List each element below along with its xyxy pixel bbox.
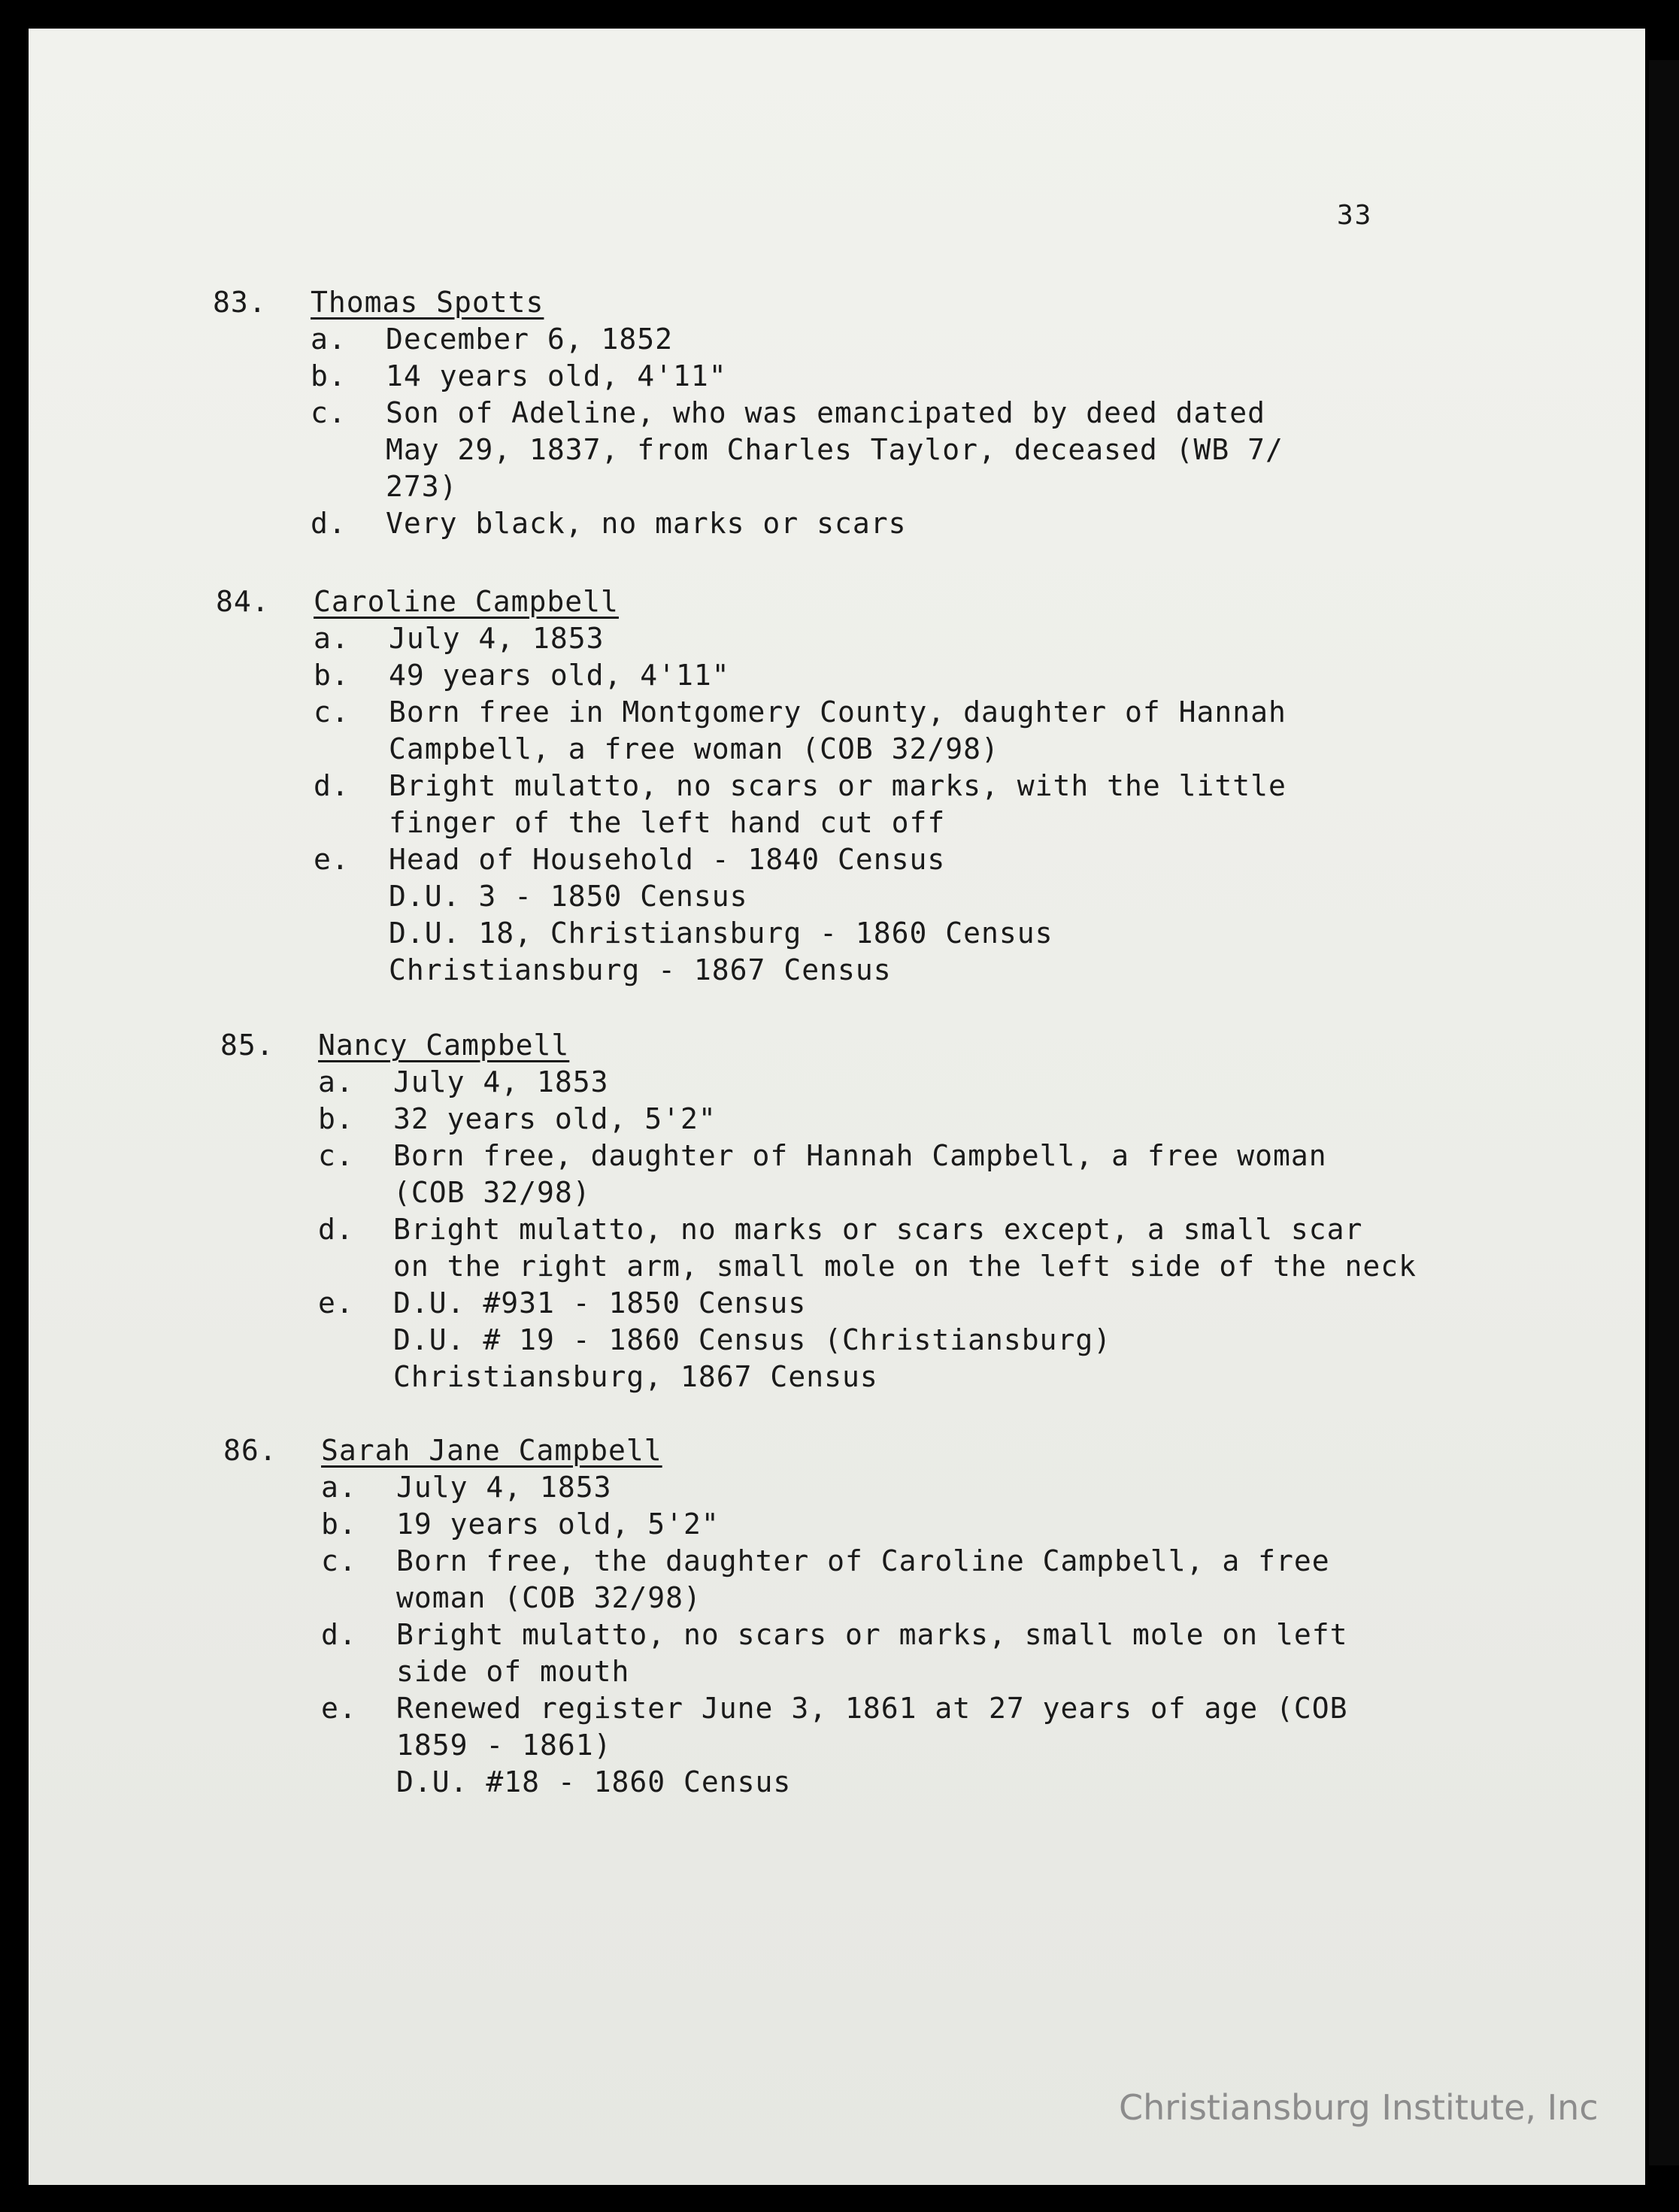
item-line: D.U. 3 - 1850 Census — [389, 880, 748, 913]
entry-item — [311, 321, 1476, 358]
item-line: May 29, 1837, from Charles Taylor, deceased (WB 7/ — [386, 433, 1283, 466]
entry-item — [321, 1617, 1487, 1690]
entry-item — [314, 620, 1479, 657]
entry-item — [318, 1101, 1484, 1138]
entry-item — [318, 1064, 1484, 1101]
item-letter: e. — [314, 843, 350, 876]
item-letter: c. — [314, 695, 350, 729]
entry-item — [318, 1211, 1484, 1285]
item-line: (COB 32/98) — [393, 1176, 591, 1209]
item-letter: c. — [321, 1544, 357, 1577]
item-line: Born free in Montgomery County, daughter of Hannah — [389, 695, 1287, 729]
item-letter: d. — [318, 1213, 354, 1246]
entry-item — [318, 1138, 1484, 1211]
item-letter: a. — [321, 1471, 357, 1504]
entry-items — [311, 321, 1476, 542]
item-letter: a. — [311, 323, 347, 356]
item-letter: d. — [314, 769, 350, 802]
item-line: July 4, 1853 — [396, 1471, 612, 1504]
entry-name: Nancy Campbell — [318, 1029, 570, 1062]
item-letter: a. — [318, 1065, 354, 1098]
item-letter: e. — [318, 1286, 354, 1320]
item-line: side of mouth — [396, 1655, 630, 1688]
entry-item — [314, 841, 1479, 989]
entry-item — [314, 768, 1479, 841]
entry-items — [318, 1064, 1484, 1395]
item-line: 14 years old, 4'11" — [386, 359, 727, 392]
entry-number: 83. — [213, 286, 267, 319]
item-letter: c. — [318, 1139, 354, 1172]
item-line: Very black, no marks or scars — [386, 507, 907, 540]
item-line: December 6, 1852 — [386, 323, 674, 356]
watermark: Christiansburg Institute, Inc — [1119, 2087, 1599, 2128]
item-line: woman (COB 32/98) — [396, 1581, 702, 1614]
item-line: Head of Household - 1840 Census — [389, 843, 946, 876]
item-line: 19 years old, 5'2" — [396, 1507, 720, 1541]
entry-item — [321, 1690, 1487, 1801]
item-line: July 4, 1853 — [389, 622, 605, 655]
item-letter: b. — [321, 1507, 357, 1541]
entry-item — [314, 657, 1479, 694]
item-line: D.U. #931 - 1850 Census — [393, 1286, 807, 1320]
entry-item — [314, 694, 1479, 768]
item-line: Son of Adeline, who was emancipated by deed dated — [386, 396, 1266, 429]
item-line: Born free, daughter of Hannah Campbell, a free woman — [393, 1139, 1327, 1172]
item-line: D.U. 18, Christiansburg - 1860 Census — [389, 917, 1053, 950]
item-letter: d. — [311, 507, 347, 540]
entry-number: 84. — [216, 585, 270, 618]
item-line: Christiansburg, 1867 Census — [393, 1360, 878, 1393]
entry-items — [321, 1469, 1487, 1801]
item-line: Bright mulatto, no marks or scars except, a small scar — [393, 1213, 1363, 1246]
item-line: 1859 - 1861) — [396, 1729, 612, 1762]
entry-item — [321, 1543, 1487, 1617]
entry-item — [311, 358, 1476, 395]
item-letter: e. — [321, 1692, 357, 1725]
item-line: on the right arm, small mole on the left side of the neck — [393, 1250, 1417, 1283]
item-line: Campbell, a free woman (COB 32/98) — [389, 732, 999, 765]
item-letter: c. — [311, 396, 347, 429]
page-edge-shadow — [1649, 60, 1679, 2165]
entry-name: Sarah Jane Campbell — [321, 1434, 662, 1467]
item-letter: d. — [321, 1618, 357, 1651]
entry-item — [311, 505, 1476, 542]
item-line: Christiansburg - 1867 Census — [389, 953, 892, 986]
entry-number: 85. — [220, 1029, 274, 1062]
item-line: Bright mulatto, no scars or marks, small mole on left — [396, 1618, 1348, 1651]
entry-item — [318, 1285, 1484, 1395]
item-line: Bright mulatto, no scars or marks, with the little — [389, 769, 1287, 802]
item-line: finger of the left hand cut off — [389, 806, 946, 839]
item-line: 49 years old, 4'11" — [389, 659, 730, 692]
item-line: 273) — [386, 470, 458, 503]
item-line: Born free, the daughter of Caroline Campbell, a free — [396, 1544, 1330, 1577]
item-letter: b. — [318, 1102, 354, 1135]
item-line: July 4, 1853 — [393, 1065, 609, 1098]
item-line: D.U. #18 - 1860 Census — [396, 1765, 792, 1798]
item-line: 32 years old, 5'2" — [393, 1102, 717, 1135]
entry-name: Caroline Campbell — [314, 585, 619, 618]
item-line: D.U. # 19 - 1860 Census (Christiansburg) — [393, 1323, 1112, 1356]
entry-item — [321, 1469, 1487, 1506]
entry-name: Thomas Spotts — [311, 286, 544, 319]
item-letter: b. — [311, 359, 347, 392]
entry-item — [321, 1506, 1487, 1543]
item-line: Renewed register June 3, 1861 at 27 years of age (COB — [396, 1692, 1348, 1725]
entry-items — [314, 620, 1479, 989]
entry-number: 86. — [223, 1434, 277, 1467]
entry-item — [311, 395, 1476, 505]
page-number: 33 — [1337, 200, 1373, 231]
item-letter: a. — [314, 622, 350, 655]
item-letter: b. — [314, 659, 350, 692]
